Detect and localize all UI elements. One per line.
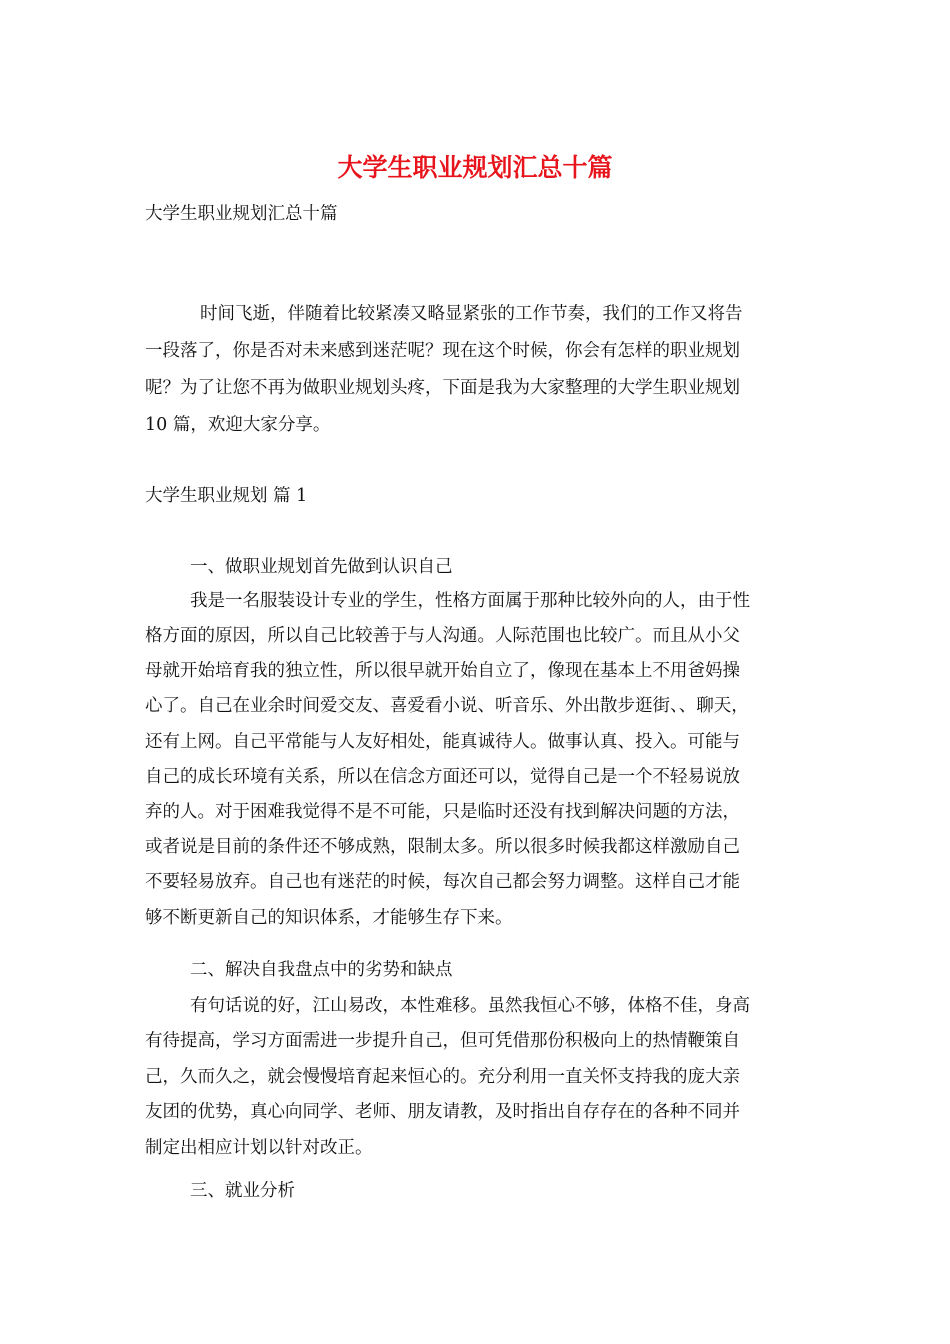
heading-1: 一、做职业规划首先做到认识自己 [190, 557, 453, 577]
para-1-line-7: 弃的人。对于困难我觉得不是不可能，只是临时还没有找到解决问题的方法， [145, 802, 740, 822]
para-1-line-6: 自己的成长环境有关系，所以在信念方面还可以，觉得自己是一个不轻易说放 [145, 767, 740, 787]
para-1-line-10: 够不断更新自己的知识体系，才能够生存下来。 [145, 908, 513, 928]
document-title: 大学生职业规划汇总十篇 [337, 153, 613, 182]
intro-line-3: 呢？为了让您不再为做职业规划头疼，下面是我为大家整理的大学生职业规划 [145, 378, 740, 398]
para-1-line-3: 母就开始培育我的独立性，所以很早就开始自立了，像现在基本上不用爸妈操 [145, 661, 740, 681]
document-subtitle: 大学生职业规划汇总十篇 [145, 204, 338, 224]
para-2-line-5: 制定出相应计划以针对改正。 [145, 1138, 373, 1158]
para-2-line-3: 己，久而久之，就会慢慢培育起来恒心的。充分利用一直关怀支持我的庞大亲 [145, 1067, 740, 1087]
heading-3: 三、就业分析 [190, 1181, 295, 1201]
para-2-line-4: 友团的优势，真心向同学、老师、朋友请教，及时指出自存存在的各种不同并 [145, 1102, 740, 1122]
para-1-line-9: 不要轻易放弃。自己也有迷茫的时候，每次自己都会努力调整。这样自己才能 [145, 872, 740, 892]
intro-line-2: 一段落了，你是否对未来感到迷茫呢？现在这个时候，你会有怎样的职业规划 [145, 341, 740, 361]
intro-line-4: 10 篇，欢迎大家分享。 [145, 415, 331, 435]
para-1-line-4: 心了。自己在业余时间爱交友、喜爱看小说、听音乐、外出散步逛街、、聊天， [145, 696, 749, 716]
para-2-line-2: 有待提高，学习方面需进一步提升自己，但可凭借那份积极向上的热情鞭策自 [145, 1031, 740, 1051]
para-2-line-1: 有句话说的好，江山易改，本性难移。虽然我恒心不够，体格不佳，身高 [190, 996, 750, 1016]
para-1-line-1: 我是一名服装设计专业的学生，性格方面属于那种比较外向的人，由于性 [190, 591, 750, 611]
para-1-line-8: 或者说是目前的条件还不够成熟，限制太多。所以很多时候我都这样激励自己 [145, 837, 740, 857]
para-1-line-5: 还有上网。自己平常能与人友好相处，能真诚待人。做事认真、投入。可能与 [145, 732, 740, 752]
heading-2: 二、解决自我盘点中的劣势和缺点 [190, 960, 453, 980]
section-label: 大学生职业规划 篇 1 [145, 486, 308, 506]
intro-line-1: 时间飞逝，伴随着比较紧凑又略显紧张的工作节奏，我们的工作又将告 [200, 304, 743, 324]
para-1-line-2: 格方面的原因，所以自己比较善于与人沟通。人际范围也比较广。而且从小父 [145, 626, 740, 646]
